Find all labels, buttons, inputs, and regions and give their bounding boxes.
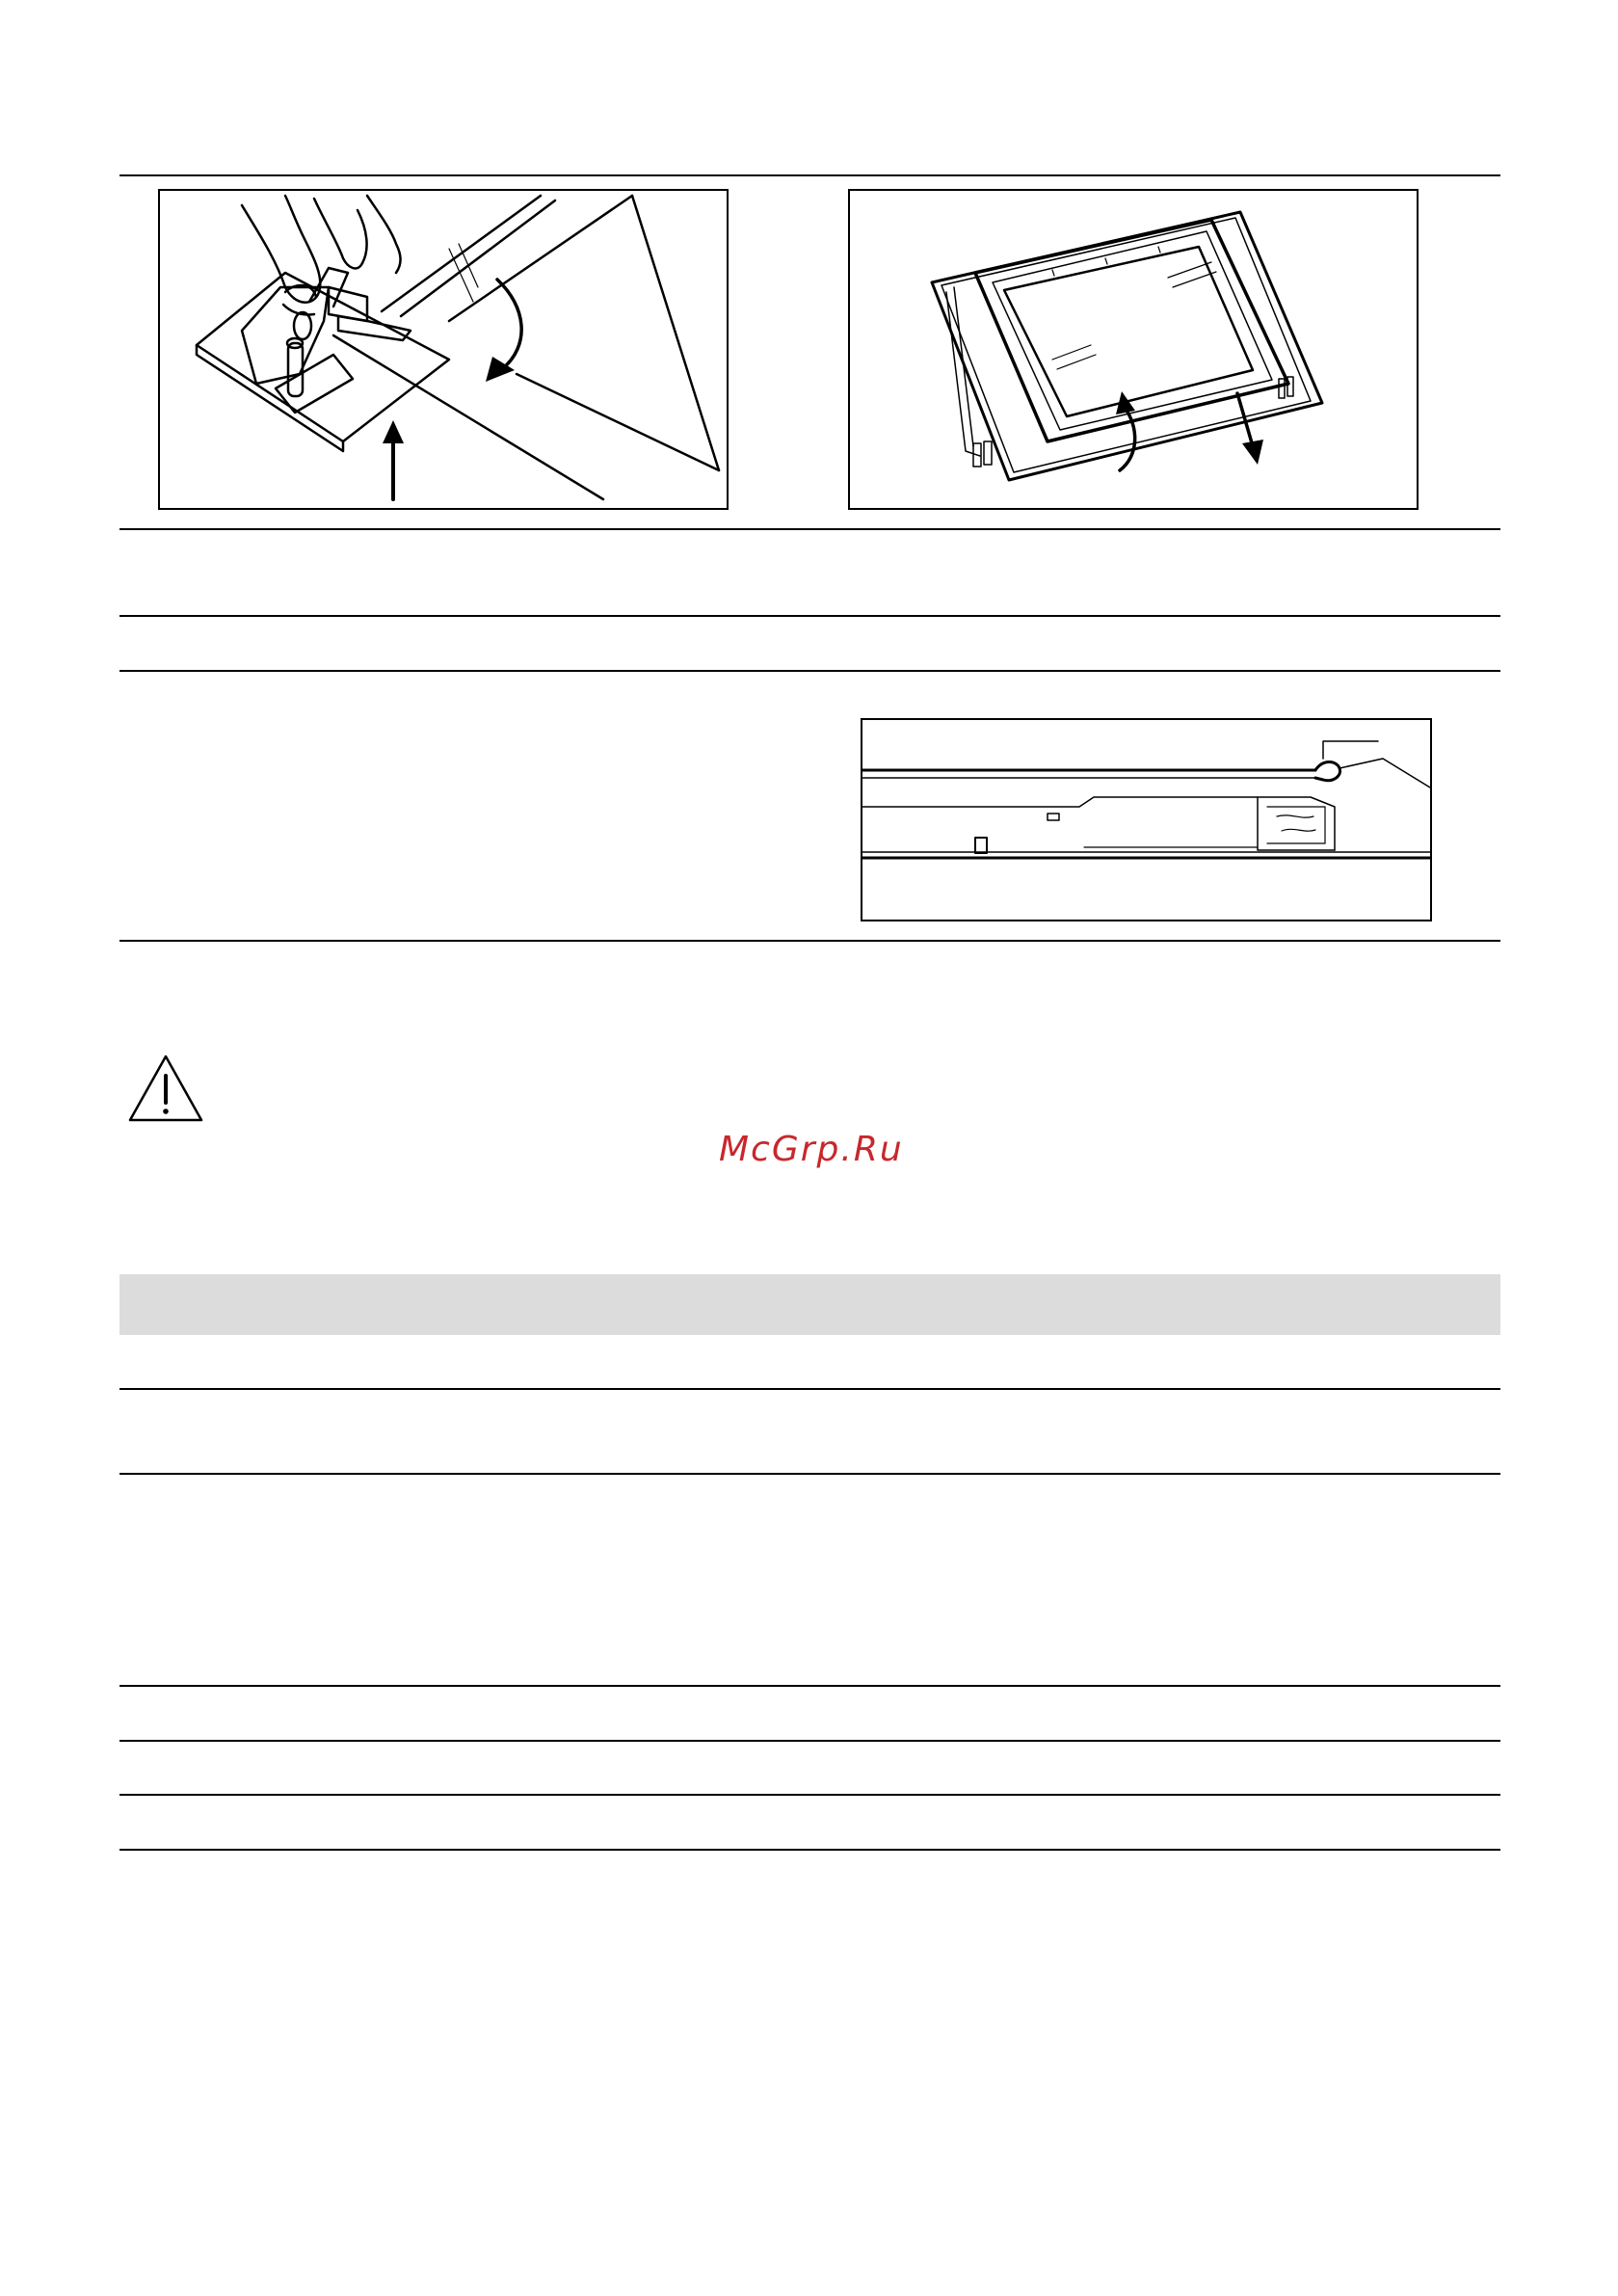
shaded-section-band — [119, 1274, 1500, 1335]
section-divider — [119, 174, 1500, 176]
section-divider — [119, 1740, 1500, 1742]
door-glass-panel-illustration — [848, 189, 1419, 510]
section-divider — [119, 1794, 1500, 1796]
warning-triangle-icon — [127, 1053, 204, 1124]
section-divider — [119, 615, 1500, 617]
glass-seal-cross-section-illustration — [861, 718, 1432, 921]
section-divider — [119, 1849, 1500, 1851]
section-divider — [119, 670, 1500, 672]
watermark: McGrp.Ru — [719, 1130, 904, 1169]
section-divider — [119, 940, 1500, 942]
section-divider — [119, 1473, 1500, 1475]
section-divider — [119, 1685, 1500, 1687]
door-hinge-lever-illustration — [158, 189, 729, 510]
section-divider — [119, 1388, 1500, 1390]
section-divider — [119, 528, 1500, 530]
